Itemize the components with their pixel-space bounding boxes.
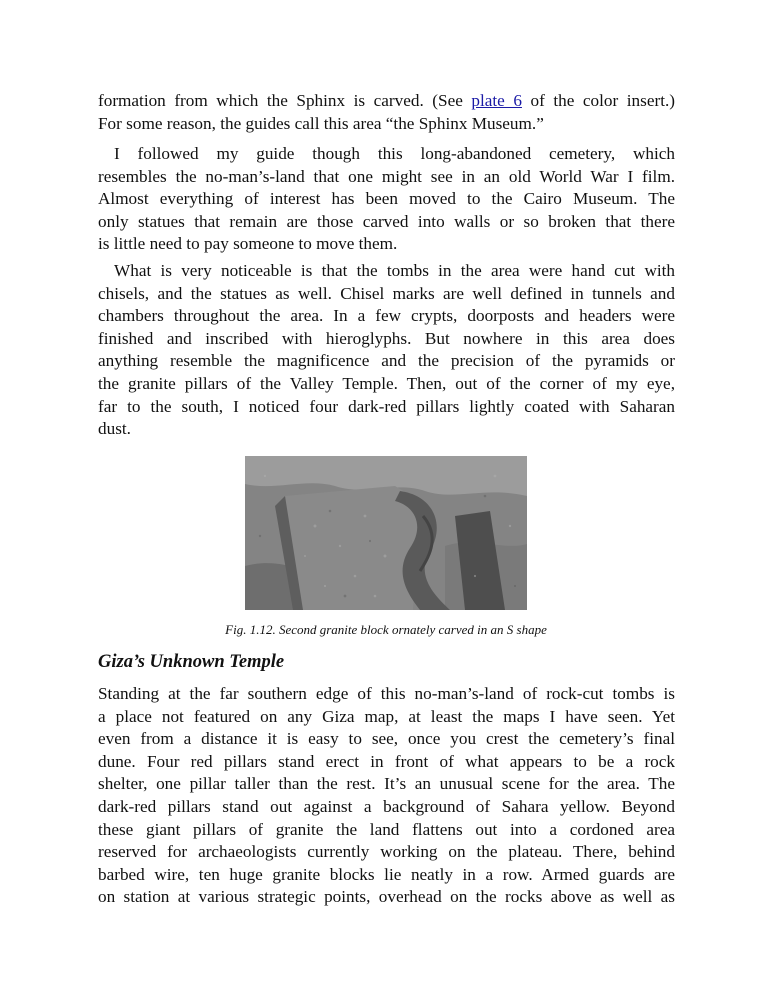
granite-block-photo: [245, 456, 527, 610]
text-line: I followed my guide though this long-abandoned cemetery, which: [114, 144, 675, 163]
text-line: anything resemble the magnificence and the precision of the pyramids or: [98, 351, 675, 371]
photo-illustration: [245, 456, 527, 610]
text-line: [98, 90, 675, 113]
text-line: barbed wire, ten huge granite blocks lie neatly in a row. Armed guards are: [98, 864, 675, 884]
paragraph-3: [98, 260, 675, 441]
text-line: chisels, and the statues as well. Chisel marks are well defined in tunnels and: [98, 283, 675, 303]
text-line: For some reason, the guides call this area “the Sphinx Museum.”: [98, 113, 544, 133]
text-line: What is very noticeable is that the tombs in the area were hand cut with: [114, 261, 675, 280]
text-line: chambers throughout the area. In a few crypts, doorposts and headers were: [98, 306, 675, 326]
text-line: dark-red pillars stand out against a background of Sahara yellow. Beyond: [98, 796, 675, 816]
text-line: Almost everything of interest has been moved to the Cairo Museum. The: [98, 189, 675, 209]
plate-6-link[interactable]: plate 6: [471, 91, 522, 110]
paragraph-2: [98, 143, 675, 256]
text-line: on station at various strategic points, overhead on the rocks above as well as: [98, 887, 675, 907]
text-line: shelter, one pillar taller than the rest. It’s an unusual scene for the area. The: [98, 774, 675, 794]
text-run: formation from which the Sphinx is carved. (See: [98, 91, 472, 110]
text-line: reserved for archaeologists currently working on the plateau. There, behind: [98, 842, 675, 862]
text-line: dune. Four red pillars stand erect in front of what appears to be a rock: [98, 751, 675, 771]
paragraph-1: [98, 90, 675, 135]
text-line: finished and inscribed with hieroglyphs. But nowhere in this area does: [98, 328, 675, 348]
paragraph-4: [98, 683, 675, 909]
text-line: the granite pillars of the Valley Temple. Then, out of the corner of my eye,: [98, 373, 675, 393]
section-heading: Giza’s Unknown Temple: [98, 652, 285, 672]
text-line: is little need to pay someone to move them.: [98, 234, 398, 254]
text-line: a place not featured on any Giza map, at least the maps I have seen. Yet: [98, 706, 675, 726]
figure-caption: Fig. 1.12. Second granite block ornately carved in an S shape: [225, 622, 547, 637]
text-line: these giant pillars of granite the land flattens out into a cordoned area: [98, 819, 675, 839]
text-line: dust.: [98, 419, 131, 439]
text-run: of the color insert.): [521, 91, 675, 110]
text-line: resembles the no-man’s-land that one might see in an old World War I film.: [98, 166, 675, 186]
text-line: Standing at the far southern edge of this no-man’s-land of rock-cut tombs is: [98, 684, 675, 703]
text-line: far to the south, I noticed four dark-red pillars lightly coated with Saharan: [98, 396, 675, 416]
text-line: only statues that remain are those carved into walls or so broken that there: [98, 211, 675, 231]
text-line: even from a distance it is easy to see, once you crest the cemetery’s final: [98, 729, 675, 749]
